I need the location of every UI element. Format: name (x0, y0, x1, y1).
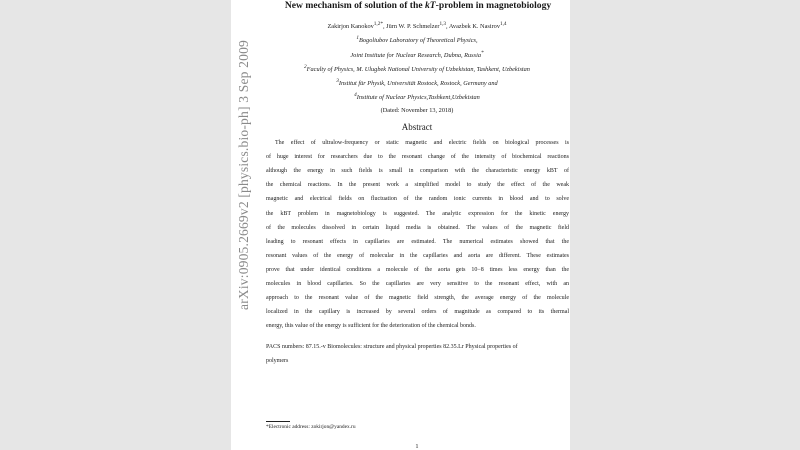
abstract-line: approach to the resonant value of the magnetic field strength, the average energy of the molecule (266, 295, 569, 302)
abstract-line: magnetic and electrical fields on fluctuation of the random ionic currents in blood and to solve (266, 196, 569, 203)
abstract-line: the kBT problem in magnetobiology is suggested. The analytic expression for the kinetic energy (266, 210, 569, 217)
pacs-line: PACS numbers: 87.15.-v Biomolecules: structure and physical properties 82.35.Lr Physical properties of (266, 344, 518, 350)
affiliation-1b: Joint Institute for Nuclear Research, Dubna, Russia* (350, 50, 484, 60)
abstract-line: prove that under identical conditions a molecule of the aorta gets 10−8 times less energy than the (266, 266, 569, 273)
paper-title: New mechanism of solution of the kT-problem in magnetobiology (284, 0, 552, 11)
abstract-line: resonant values of the energy of molecular in the capillaries and aorta are different. These estimates (266, 252, 569, 259)
author-list: Zakirjon Kanokov$^{1,2*}$, Jürn W. P. Schmelzer$^{1,3}$, Avazbek K. Nasirov$^{1,4}$ (327, 21, 507, 31)
affiliation-3: $^3$Institut für Physik, Universität Rostock, Rostock, Germany and (336, 78, 498, 88)
abstract-line: molecules in blood capillaries. So the capillaries are very sensitive to the resonant effect, with an (266, 281, 569, 287)
affiliation-2: $^2$Faculty of Physics, M. Ulugbek National University of Uzbekistan, Tashkent, Uzbekistan (304, 64, 530, 74)
abstract-line: The effect of ultralow-frequency or static magnetic and electric fields on biological processes is (275, 140, 569, 146)
abstract-line: localized in the capillary is increased by several orders of magnitude as compared to its thermal (266, 309, 569, 316)
abstract-line: the chemical reactions. In the present work a simplified model to study the effect of the weak (266, 182, 569, 189)
abstract-line: of huge interest for researchers due to the resonant change of the intensity of biochemical reactions (266, 154, 569, 161)
footnote-rule (266, 421, 290, 422)
affiliation-1: $^1$Bogoliubov Laboratory of Theoretical Physics, (356, 35, 478, 45)
abstract-line: leading to resonant effects in capillaries are estimated. The numerical estimates showed that the (266, 238, 569, 245)
abstract-line: energy, this value of the energy is sufficient for the deterioration of the chemical bonds. (266, 323, 476, 330)
abstract-line: of the molecules dissolved in certain liquid media is obtained. The values of the magnetic field (266, 224, 569, 231)
arxiv-side-label: arXiv:0905.2669v2 [physics.bio-ph] 3 Sep 2009 (236, 40, 251, 310)
pacs-line: polymers (266, 358, 289, 364)
footnote-email: *Electronic address: zokirjon@yandex.ru (266, 424, 356, 430)
abstract-line: although the energy in such fields is small in comparison with the characteristic energy kBT of (266, 168, 569, 175)
paper-date: (Dated: November 13, 2018) (380, 107, 454, 114)
abstract-heading: Abstract (401, 122, 433, 132)
page-number: 1 (415, 443, 419, 450)
affiliation-4: $^4$Institute of Nuclear Physics,Tashkent,Uzbekistan (354, 92, 480, 102)
